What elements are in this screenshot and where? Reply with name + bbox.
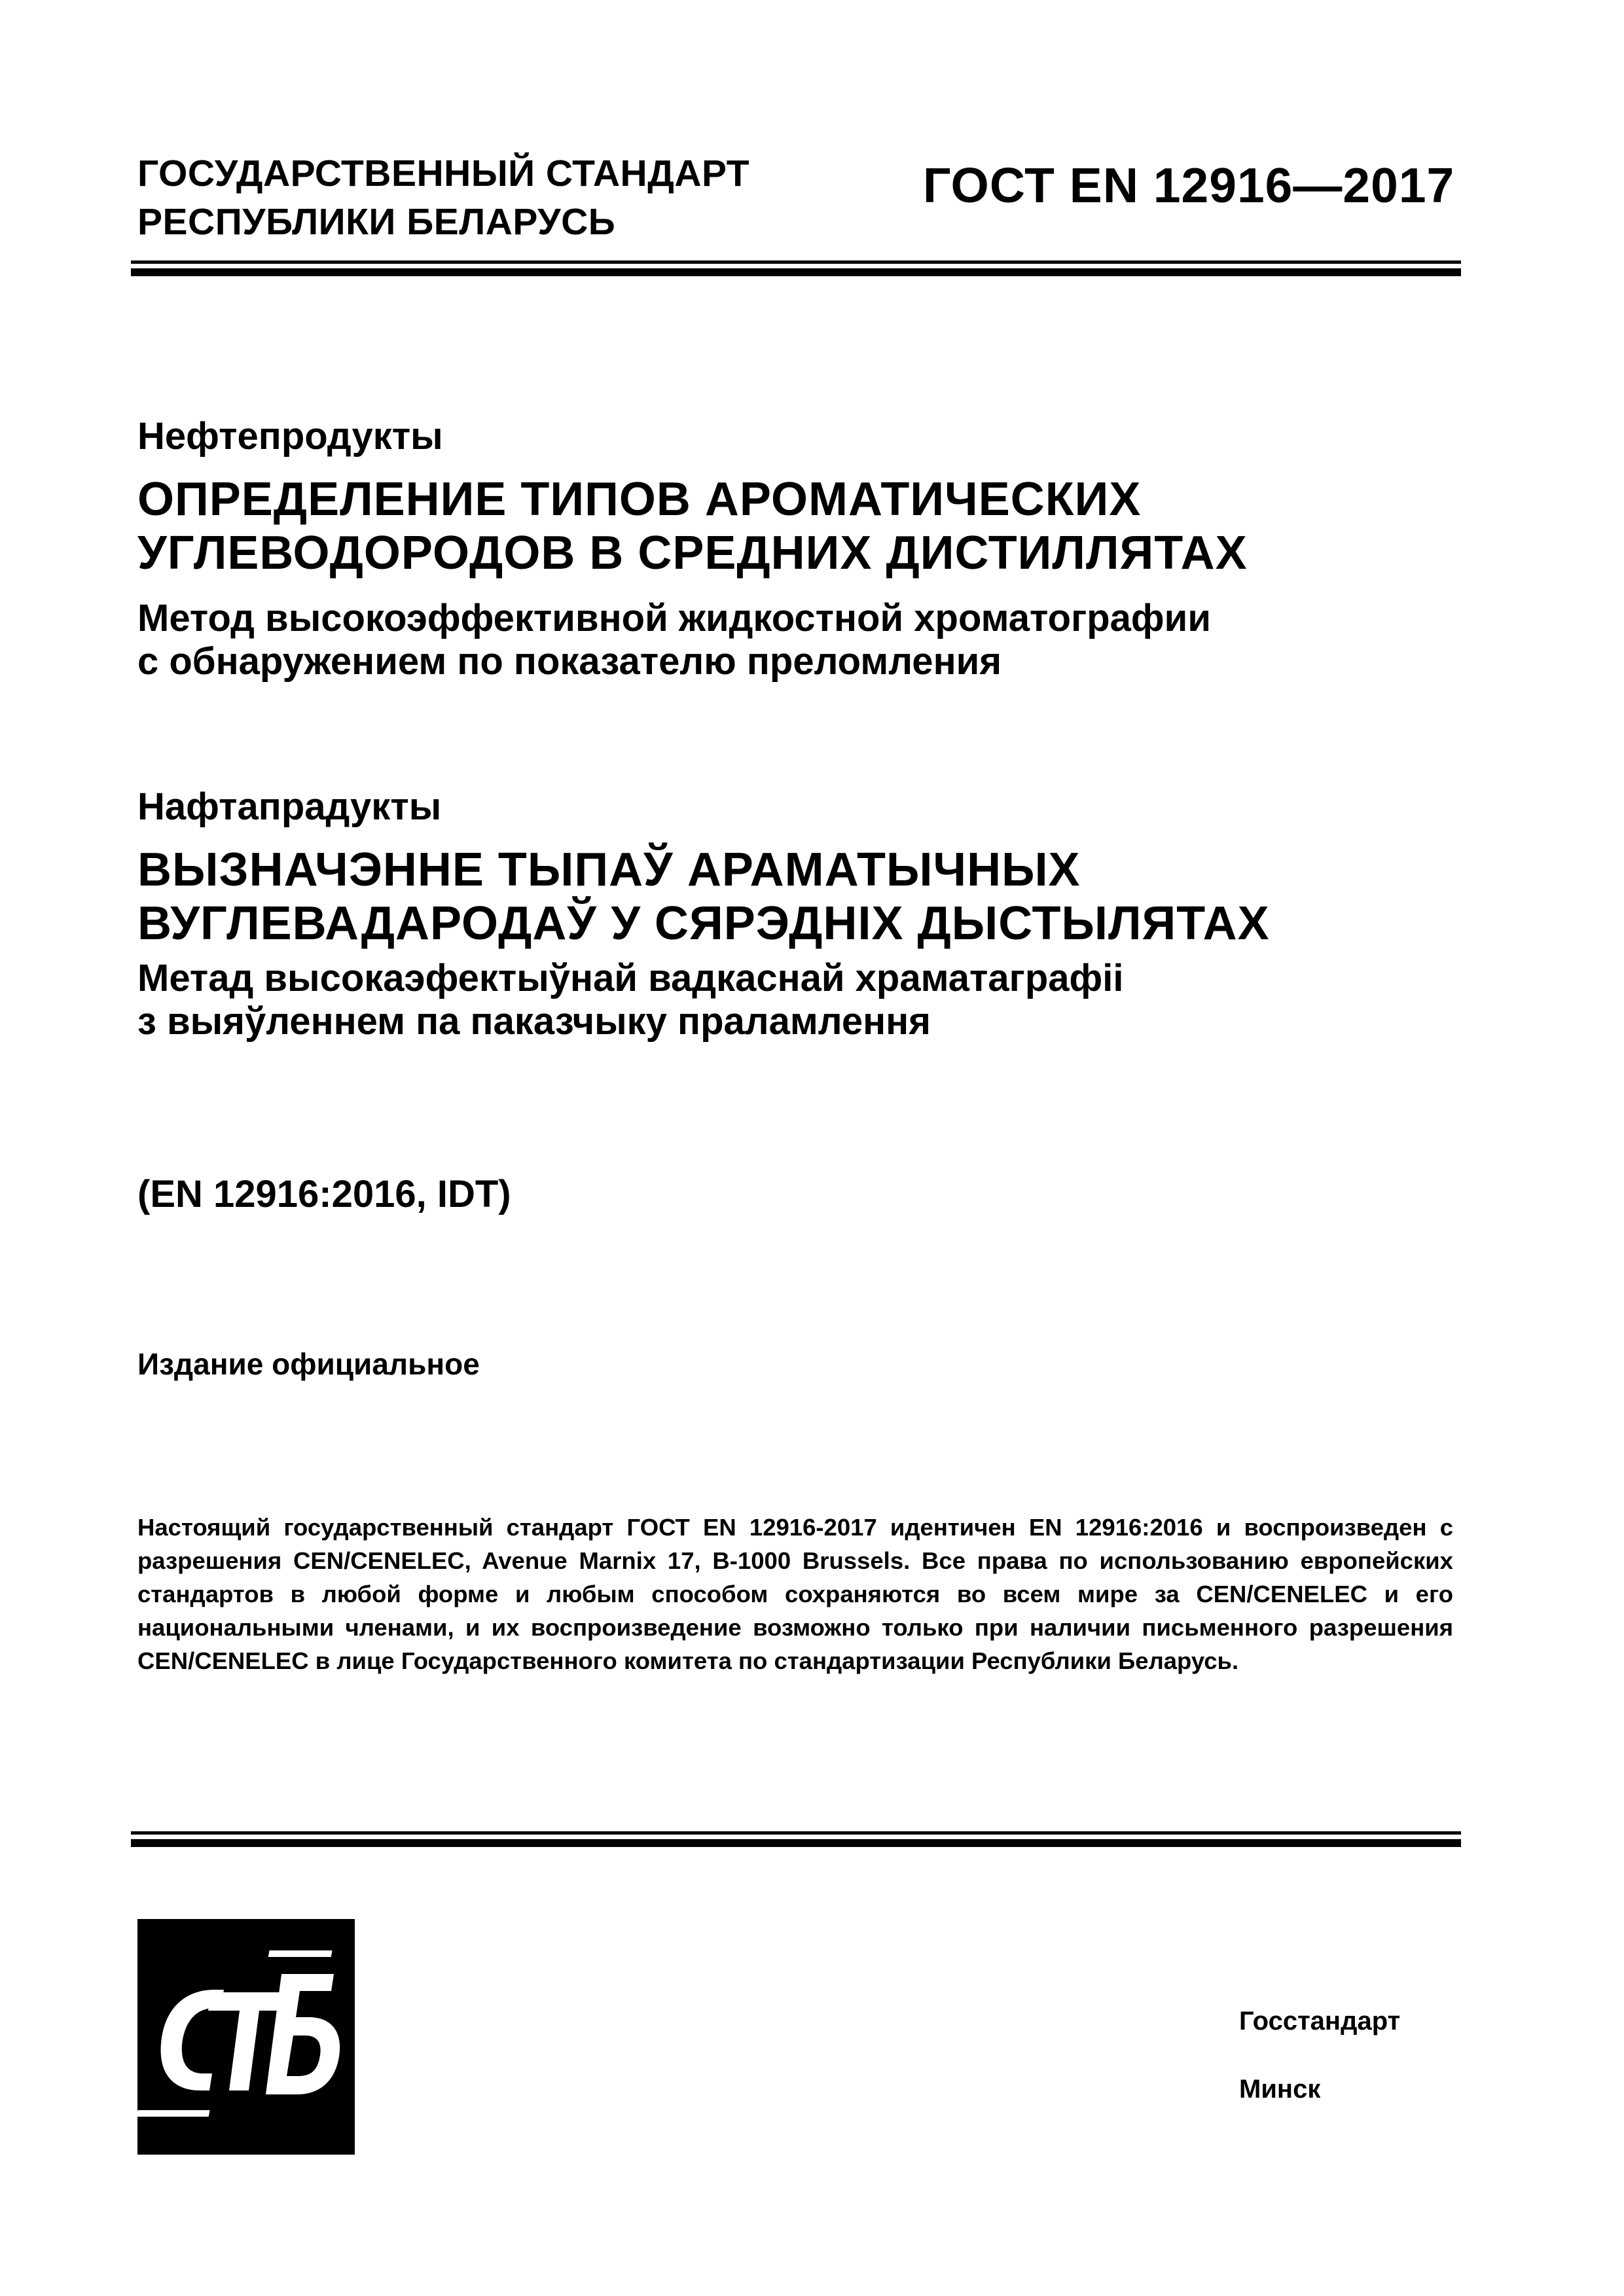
adoption-reference: (EN 12916:2016, IDT) xyxy=(137,1173,511,1215)
standard-type-line-2: РЕСПУБЛИКИ БЕЛАРУСЬ xyxy=(137,201,616,243)
copyright-notice-text: Настоящий государственный стандарт ГОСТ EN 12916-2017 идентичен EN 12916:2016 и воспроизведен с разрешения CEN/CENELEC, Avenue Marnix 17, B-1000 Brussels. Все права по использованию европейских стандартов в любой форме и любым способом сохраняются во всем мире за CEN/CENELEC и его национальными членами, и их воспроизведение возможно только при наличии письменного разрешения CEN/CENELEC в лице Государственного комитета по стандартизации Республики Беларусь. xyxy=(137,1514,1453,1674)
edition-label: Издание официальное xyxy=(137,1347,480,1381)
title-ru-method-line-1: Метод высокоэффективной жидкостной хроматографии xyxy=(137,597,1211,639)
title-be-method-line-2: з выяўленнем па паказчыку праламлення xyxy=(137,1000,931,1043)
copyright-notice xyxy=(137,1511,1453,1677)
title-be-main xyxy=(137,843,1270,950)
title-ru-method-line-2: с обнаружением по показателю преломления xyxy=(137,640,1002,683)
footer-divider-thick xyxy=(131,1839,1461,1847)
stb-logo-icon xyxy=(137,1919,355,2155)
standard-type xyxy=(137,149,749,246)
title-ru-group: Нефтепродукты xyxy=(137,415,443,457)
header-divider-thin xyxy=(131,260,1461,264)
title-ru-main-line-1: ОПРЕДЕЛЕНИЕ ТИПОВ АРОМАТИЧЕСКИХ xyxy=(137,473,1142,526)
header-divider-thick xyxy=(131,268,1461,276)
standard-type-line-1: ГОСУДАРСТВЕННЫЙ СТАНДАРТ xyxy=(137,152,750,194)
title-ru-main-line-2: УГЛЕВОДОРОДОВ В СРЕДНИХ ДИСТИЛЛЯТАХ xyxy=(137,527,1248,579)
title-be-group: Нафтапрадукты xyxy=(137,785,442,828)
publisher-name: Госстандарт xyxy=(1239,2007,1401,2036)
title-ru-main xyxy=(137,473,1248,580)
footer-divider-thin xyxy=(131,1831,1461,1835)
title-be-main-line-2: ВУГЛЕВАДАРОДАЎ У СЯРЭДНІХ ДЫСТЫЛЯТАХ xyxy=(137,897,1270,950)
publisher-city: Минск xyxy=(1239,2075,1321,2104)
title-be-method-line-1: Метад высокаэфектыўнай вадкаснай храматаграфіі xyxy=(137,957,1124,999)
title-ru-method xyxy=(137,597,1211,683)
title-be-method xyxy=(137,957,1124,1043)
standard-designation: ГОСТ EN 12916—2017 xyxy=(923,158,1455,213)
title-be-main-line-1: ВЫЗНАЧЭННЕ ТЫПАЎ АРАМАТЫЧНЫХ xyxy=(137,844,1081,896)
